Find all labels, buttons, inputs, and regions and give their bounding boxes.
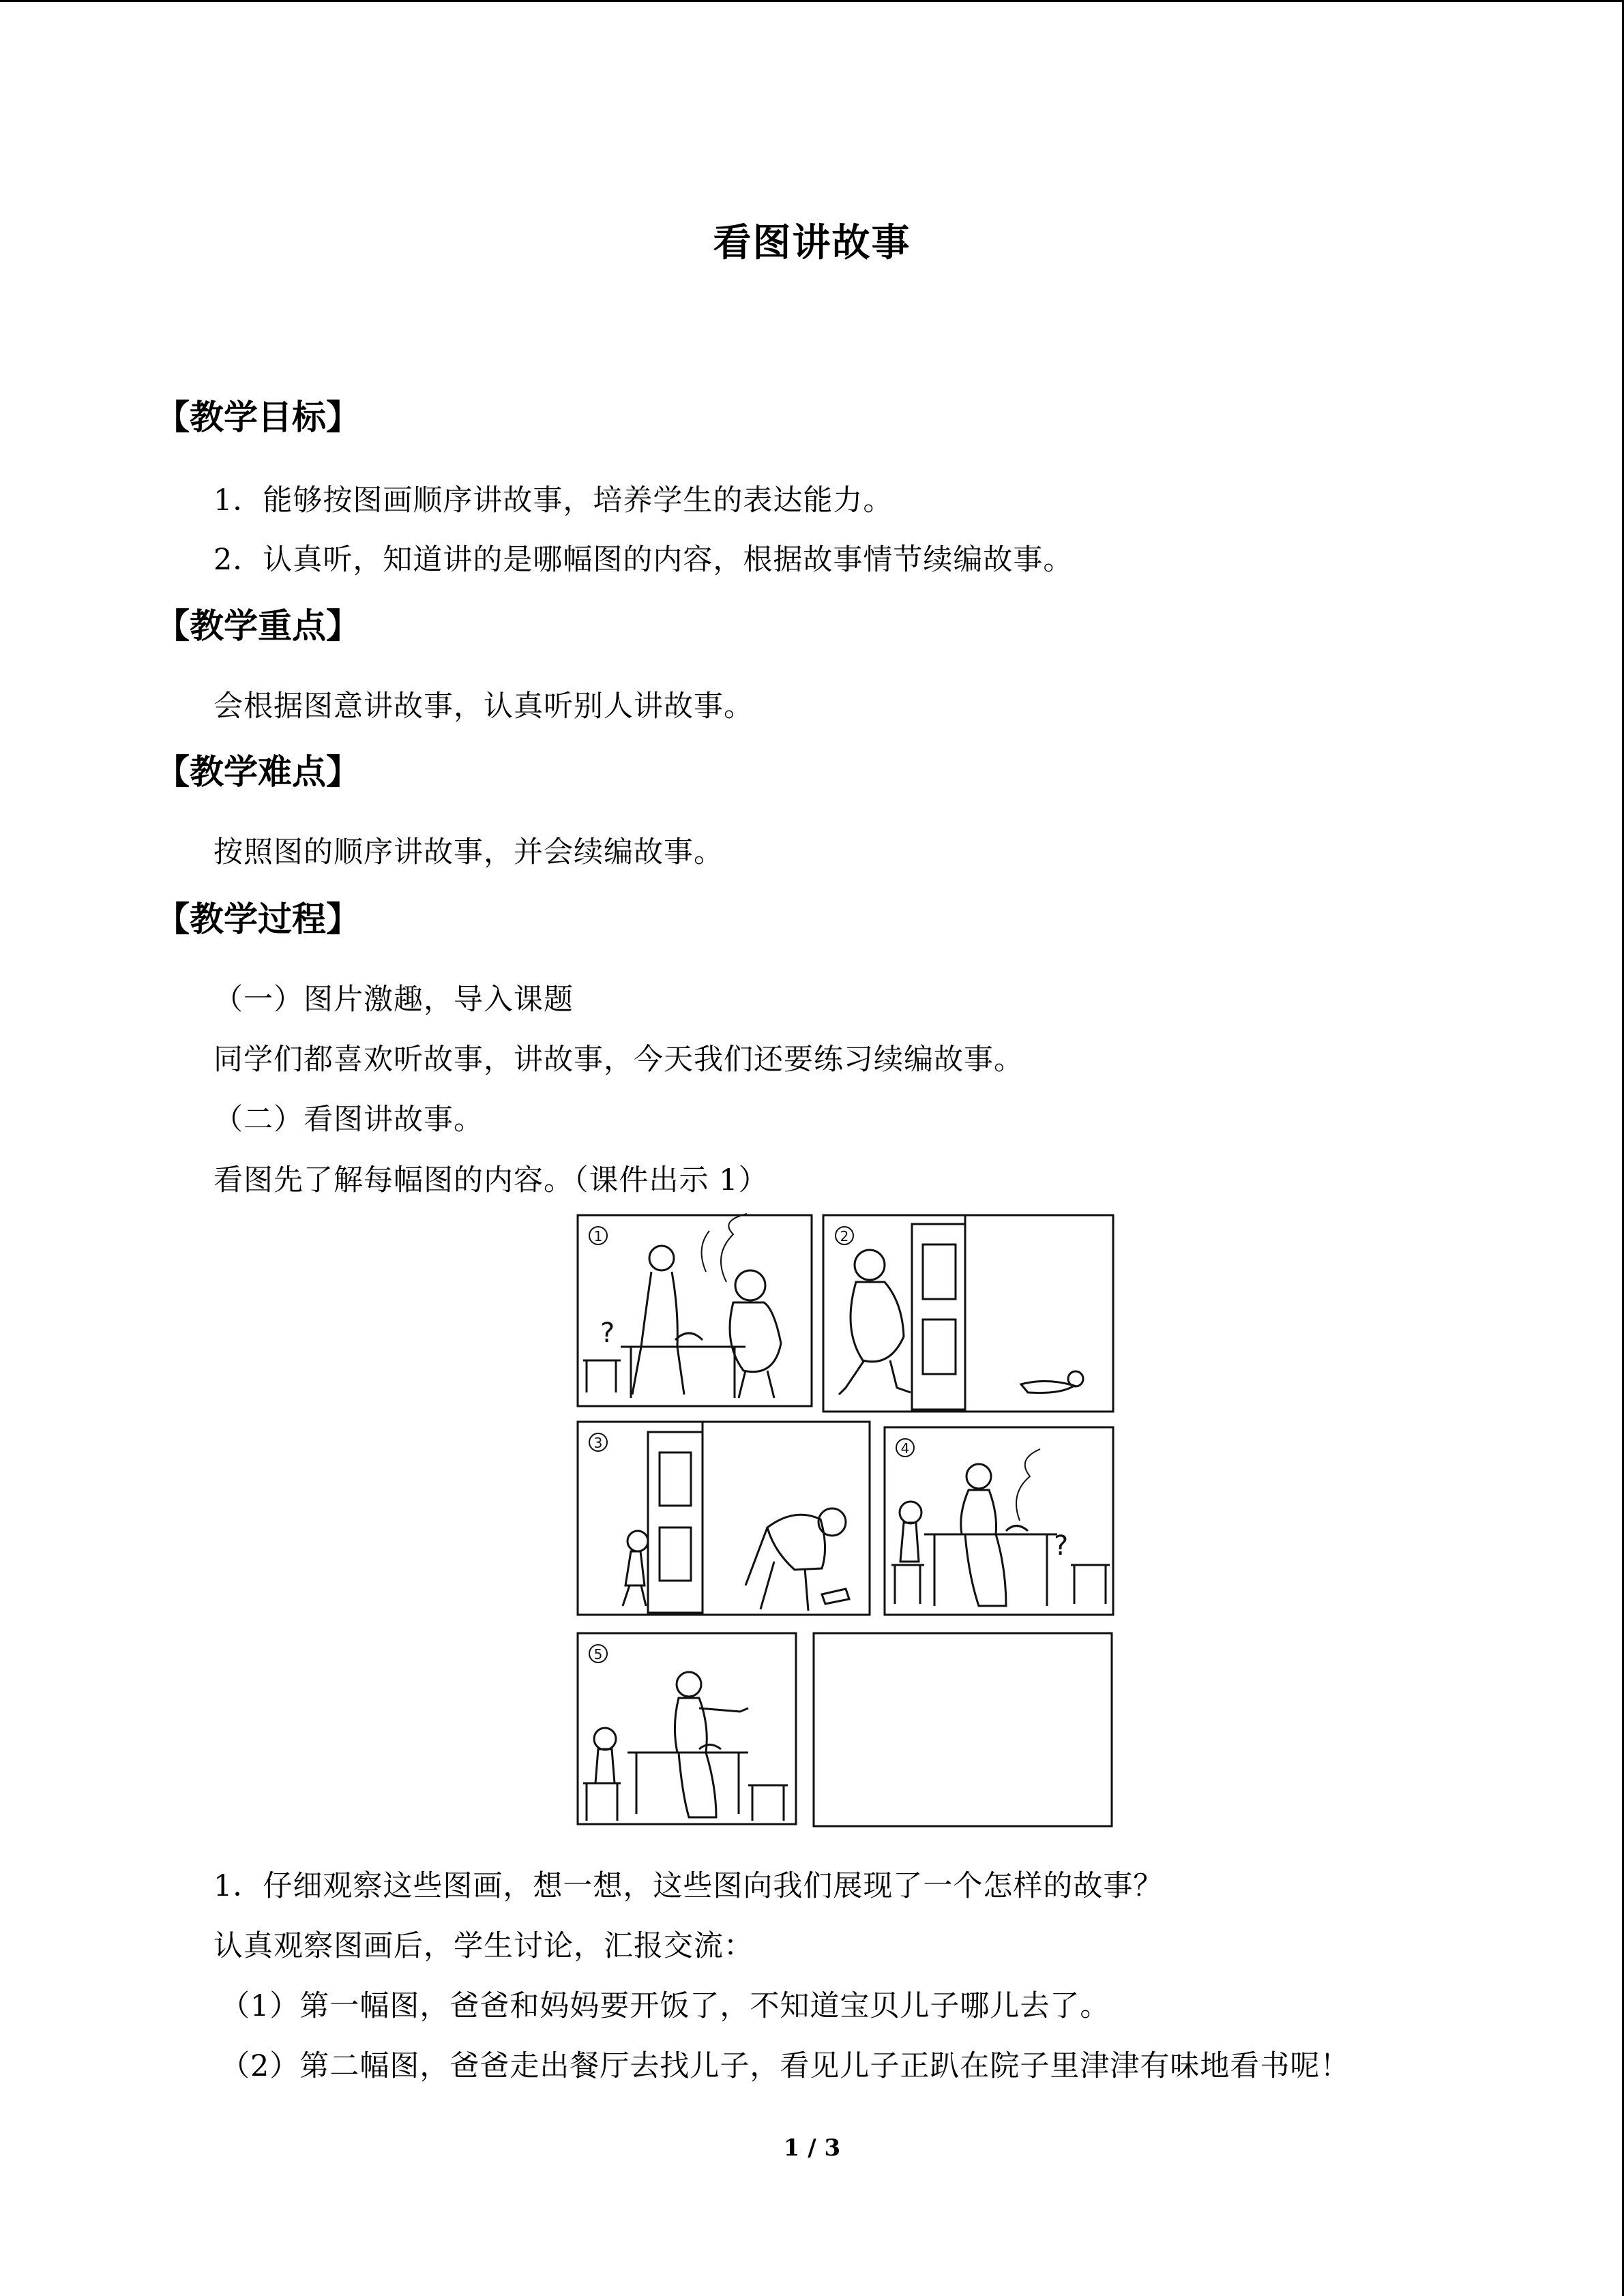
comic-panel-1 <box>578 1214 812 1406</box>
process-line-1: （一）图片激趣，导入课题 <box>213 983 574 1017</box>
panel-1-question-mark: ? <box>600 1317 615 1349</box>
panel-1-number: 1 <box>593 1228 603 1244</box>
difficulties-text: 按照图的顺序讲故事，并会续编故事。 <box>213 835 724 869</box>
after-image-line-3: （1）第一幅图，爸爸和妈妈要开饭了，不知道宝贝儿子哪儿去了。 <box>220 1989 1110 2023</box>
after-image-line-4: （2）第二幅图，爸爸走出餐厅去找儿子，看见儿子正趴在院子里津津有味地看书呢！ <box>220 2049 1350 2083</box>
heading-process: 【教学过程】 <box>156 899 360 939</box>
page-title: 看图讲故事 <box>713 221 911 265</box>
panel-4-number: 4 <box>900 1440 910 1457</box>
key-points-text: 会根据图意讲故事，认真听别人讲故事。 <box>213 689 754 724</box>
goal-item-2: 2．认真听，知道讲的是哪幅图的内容，根据故事情节续编故事。 <box>213 543 1074 577</box>
comic-strip-image <box>570 1207 1119 1831</box>
process-line-4: 看图先了解每幅图的内容。（课件出示 1） <box>213 1163 769 1197</box>
comic-panel-4 <box>885 1427 1113 1615</box>
after-image-line-2: 认真观察图画后，学生讨论，汇报交流： <box>213 1929 754 1963</box>
panel-5-number: 5 <box>593 1646 603 1663</box>
comic-panel-3 <box>578 1422 870 1615</box>
heading-goals: 【教学目标】 <box>156 398 360 437</box>
goal-item-1: 1．能够按图画顺序讲故事，培养学生的表达能力。 <box>213 483 894 518</box>
after-image-line-1: 1．仔细观察这些图画，想一想，这些图向我们展现了一个怎样的故事？ <box>213 1869 1164 1903</box>
page-border-top <box>0 0 1624 2</box>
comic-panel-5 <box>578 1633 796 1824</box>
panel-2-number: 2 <box>840 1228 849 1244</box>
heading-difficulties: 【教学难点】 <box>156 752 360 792</box>
comic-panel-2 <box>823 1215 1113 1412</box>
page-number: 1 / 3 <box>783 2134 841 2162</box>
panel-4-question-mark: ? <box>1054 1530 1069 1562</box>
heading-key-points: 【教学重点】 <box>156 606 360 646</box>
process-line-2: 同学们都喜欢听故事，讲故事，今天我们还要练习续编故事。 <box>213 1043 1024 1077</box>
process-line-3: （二）看图讲故事。 <box>213 1103 484 1137</box>
comic-panel-6-blank <box>814 1633 1112 1826</box>
panel-3-number: 3 <box>593 1435 603 1451</box>
